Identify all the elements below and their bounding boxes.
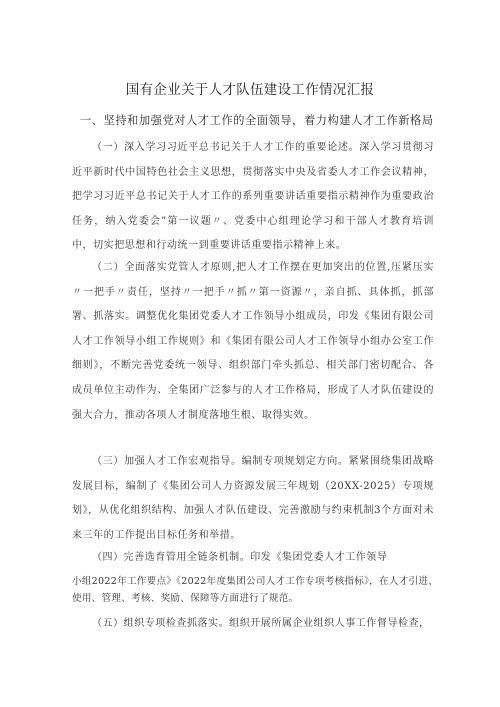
paragraph-4-continuation: 小组2022年工作要点》《2022年度集团公司人才工作专项考核指标》，在人才引进、使用、管理、考核、奖励、保障等方面进行了规范。 xyxy=(72,576,439,604)
paragraph-2: （二）全面落实党管人才原则,把人才工作摆在更加突出的位置,压紧压实〃一把手〃责任，坚持〃一把手〃抓〃第一资源〃，亲自抓、具体抓，抓部署、抓落实。调整优化集团党委人才工作领导小组成员，印发《集团有限公司人才工作领导小组工作规则》和《集团有限公司人才工作领导小组办公室工作细则》，不断完善党委统一领导、组织部门牵头抓总、相关部门密切配合、各成员单位主动作为、全集团广泛参与的人才工作格局，形成了人才队伍建设的强大合力，推动各项人才制度落地生根、取得实效。 xyxy=(72,262,434,421)
paragraph-5: （五）组织专项检查抓落实。组织开展所属企业组织人事工作督导检查， xyxy=(92,618,430,629)
section-heading: 一、坚持和加强党对人才工作的全面领导，着力构建人才工作新格局 xyxy=(80,114,434,127)
paragraph-4-line-1: （四）完善选育管用全链条机制。印发《集团党委人才工作领导 xyxy=(92,552,388,563)
paragraph-3: （三）加强人才工作宏观指导。编制专项规划定方向。紧紧围绕集团战略发展目标，编制了《集团公司人力资源发展三年规划（20XX-2025）专项规划》，从优化组织结构、加强人才队伍建设、完善激励与约束机制3个方面对未来三年的工作提出目标任务和举措。 xyxy=(72,456,434,541)
paragraph-1: （一）深入学习习近平总书记关于人才工作的重要论述。深入学习贯彻习近平新时代中国特色社会主义思想，贯彻落实中央及省委人才工作会议精神，把学习习近平总书记关于人才工作的系列重要讲话重要指示精神作为重要政治任务，纳入党委会”第一议题〃、党委中心组理论学习和干部人才教育培训中，切实把思想和行动统一到重要讲话重要指示精神上来。 xyxy=(72,142,434,252)
document-title: 国有企业关于人才队伍建设工作情况汇报 xyxy=(125,82,375,98)
